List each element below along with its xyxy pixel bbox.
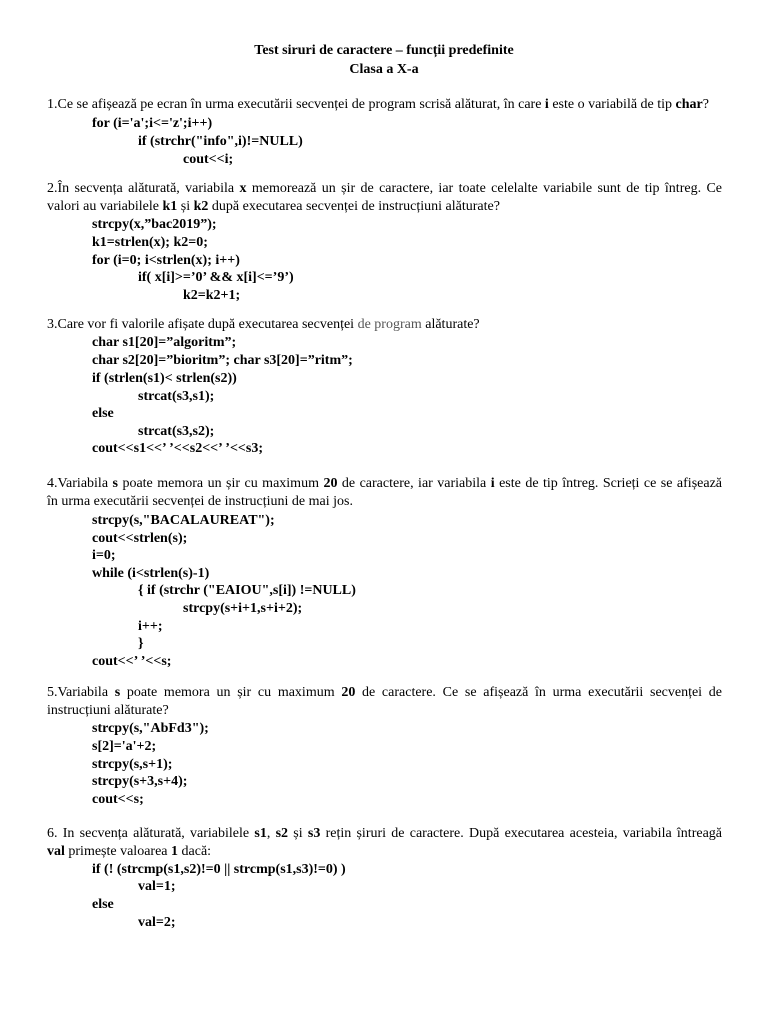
question-2-text-cont: valori au variabilele k1 și k2 după executarea secvenței de instrucțiuni alăturate? <box>47 199 500 214</box>
question-5-text-cont: instrucțiuni alăturate? <box>47 703 169 718</box>
question-6-code-line: val=2; <box>138 915 176 930</box>
question-4-code-line: cout<<strlen(s); <box>92 531 188 546</box>
question-5-code-line: cout<<s; <box>92 792 144 807</box>
question-6-text: 6. In secvența alăturată, variabilele s1, s2 și s3 rețin șiruri de caractere. După executarea acesteia, variabila întreagă <box>47 826 722 841</box>
question-5-code-line: strcpy(s+3,s+4); <box>92 774 188 789</box>
question-4-code-line: strcpy(s+i+1,s+i+2); <box>183 601 303 616</box>
question-2-code-line: strcpy(x,”bac2019”); <box>92 217 217 232</box>
question-3-code-line: char s2[20]=”bioritm”; char s3[20]=”ritm”; <box>92 353 353 368</box>
question-1-code-line: for (i='a';i<='z';i++) <box>92 116 213 131</box>
question-3-text: 3.Care vor fi valorile afișate după executarea secvenței de program alăturate? <box>47 317 480 332</box>
question-5-code-line: s[2]='a'+2; <box>92 739 157 754</box>
question-3-code-line: else <box>92 406 114 421</box>
question-2-code-line: k1=strlen(x); k2=0; <box>92 235 208 250</box>
document-title: Test siruri de caractere – funcții predefinite <box>254 43 514 58</box>
question-6-text-cont: val primește valoarea 1 dacă: <box>47 844 212 859</box>
question-2-code-line: k2=k2+1; <box>183 288 241 303</box>
question-5-text: 5.Variabila s poate memora un șir cu maximum 20 de caractere. Ce se afișează în urma executării secvenței de <box>47 685 722 700</box>
question-5-code-line: strcpy(s,s+1); <box>92 757 173 772</box>
question-4-code-line: while (i<strlen(s)-1) <box>92 566 210 581</box>
question-6-code-line: if (! (strcmp(s1,s2)!=0 || strcmp(s1,s3)!=0) ) <box>92 862 346 877</box>
question-4-code-line: i=0; <box>92 548 116 563</box>
question-3-code-line: if (strlen(s1)< strlen(s2)) <box>92 371 237 386</box>
question-4-text: 4.Variabila s poate memora un șir cu maximum 20 de caractere, iar variabila i este de tip întreg. Scrieți ce se afișează <box>47 476 722 491</box>
question-4-code-line: { if (strchr ("EAIOU",s[i]) !=NULL) <box>138 583 356 598</box>
question-3-code-line: strcat(s3,s1); <box>138 389 215 404</box>
question-1-text: 1.Ce se afișează pe ecran în urma executării secvenței de program scrisă alăturat, în care i este o variabilă de tip char? <box>47 97 709 112</box>
question-5-code-line: strcpy(s,"AbFd3"); <box>92 721 209 736</box>
question-2-code-line: if( x[i]>=’0’ && x[i]<=’9’) <box>138 270 294 285</box>
question-2-text: 2.În secvența alăturată, variabila x memorează un șir de caractere, iar toate celelalte variabile sunt de tip întreg. Ce <box>47 181 722 196</box>
question-6-code-line: val=1; <box>138 879 176 894</box>
question-3-code-line: char s1[20]=”algoritm”; <box>92 335 237 350</box>
question-4-code-line: } <box>138 636 144 651</box>
question-4-code-line: i++; <box>138 619 163 634</box>
question-6-code-line: else <box>92 897 114 912</box>
question-4-text-cont: în urma executării secvenței de instrucțiuni de mai jos. <box>47 494 353 509</box>
document-subtitle: Clasa a X-a <box>349 62 419 77</box>
question-1-code-line: cout<<i; <box>183 152 234 167</box>
question-1-code-line: if (strchr("info",i)!=NULL) <box>138 134 303 149</box>
question-3-code-line: cout<<s1<<’ ’<<s2<<’ ’<<s3; <box>92 441 264 456</box>
question-4-code-line: cout<<’ ’<<s; <box>92 654 172 669</box>
question-4-code-line: strcpy(s,"BACALAUREAT"); <box>92 513 275 528</box>
question-3-code-line: strcat(s3,s2); <box>138 424 215 439</box>
question-2-code-line: for (i=0; i<strlen(x); i++) <box>92 253 240 268</box>
